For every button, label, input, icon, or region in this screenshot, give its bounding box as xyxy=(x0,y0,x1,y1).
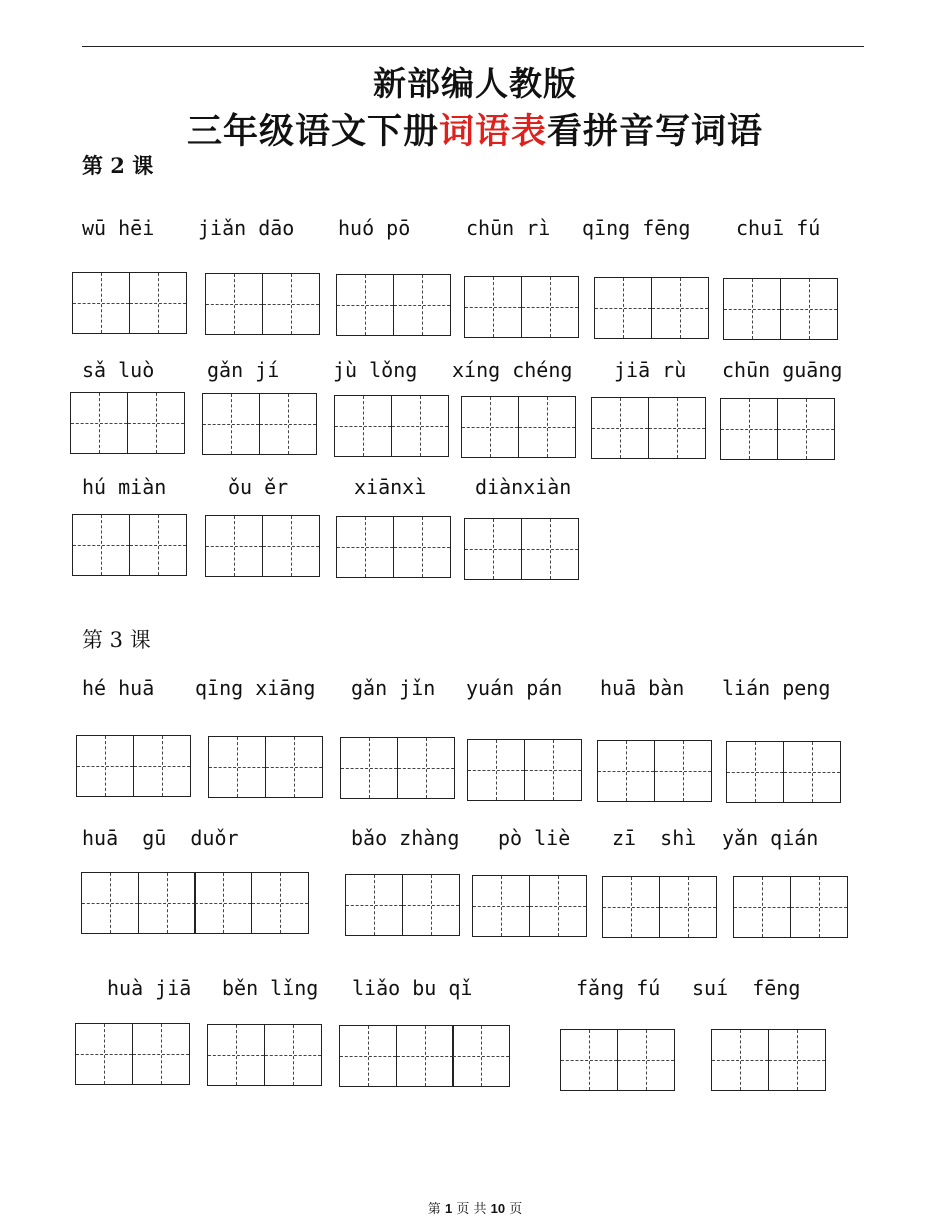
writing-cell[interactable] xyxy=(461,396,519,458)
writing-box[interactable] xyxy=(72,272,187,334)
writing-cell[interactable] xyxy=(264,1024,322,1086)
writing-box[interactable] xyxy=(336,516,451,578)
writing-cell[interactable] xyxy=(720,398,778,460)
footer-middle: 页 共 xyxy=(456,1202,487,1217)
pinyin-label: wū hēi xyxy=(82,216,155,240)
pinyin-label: běn lǐng xyxy=(222,976,319,1000)
writing-cell[interactable] xyxy=(654,740,712,802)
writing-cell[interactable] xyxy=(391,395,449,457)
writing-cell[interactable] xyxy=(336,274,394,336)
pinyin-label: chuī fú xyxy=(736,216,821,240)
pinyin-label: zī shì xyxy=(612,826,697,850)
pinyin-label: diànxiàn xyxy=(475,475,572,499)
pinyin-label: xíng chéng xyxy=(452,358,573,382)
footer-page-number: 1 xyxy=(444,1201,453,1216)
writing-box[interactable] xyxy=(711,1029,826,1091)
writing-cell[interactable] xyxy=(768,1029,826,1091)
writing-cell[interactable] xyxy=(397,737,455,799)
pinyin-label: xiānxì xyxy=(354,475,427,499)
top-divider xyxy=(82,46,864,47)
pinyin-label: sǎ luò xyxy=(82,358,155,382)
writing-cell[interactable] xyxy=(72,272,130,334)
writing-box[interactable] xyxy=(334,395,449,457)
pinyin-label: huà jiā xyxy=(107,976,192,1000)
pinyin-label: fǎng fú xyxy=(576,976,661,1000)
writing-cell[interactable] xyxy=(780,278,838,340)
writing-cell[interactable] xyxy=(76,735,134,797)
pinyin-label: chūn rì xyxy=(466,216,551,240)
subtitle-prefix: 三年级语文下册 xyxy=(186,111,439,152)
pinyin-label: huā gū duǒr xyxy=(82,826,239,850)
writing-box[interactable] xyxy=(340,737,455,799)
pinyin-label: chūn guāng xyxy=(722,358,843,382)
lesson-label: 第 2 课 xyxy=(82,153,154,178)
writing-cell[interactable] xyxy=(262,515,320,577)
pinyin-label: suí fēng xyxy=(692,976,801,1000)
pinyin-label: liǎo bu qǐ xyxy=(352,976,473,1000)
writing-cell[interactable] xyxy=(262,273,320,335)
writing-box[interactable] xyxy=(467,739,582,801)
writing-cell[interactable] xyxy=(783,741,841,803)
writing-cell[interactable] xyxy=(790,876,848,938)
writing-cell[interactable] xyxy=(529,875,587,937)
writing-box[interactable] xyxy=(591,397,706,459)
writing-box[interactable] xyxy=(72,514,187,576)
writing-box[interactable] xyxy=(594,277,709,339)
writing-box[interactable] xyxy=(560,1029,675,1091)
writing-box[interactable] xyxy=(81,872,309,934)
writing-cell[interactable] xyxy=(464,518,522,580)
writing-box[interactable] xyxy=(75,1023,190,1085)
writing-cell[interactable] xyxy=(133,735,191,797)
writing-cell[interactable] xyxy=(345,874,403,936)
writing-cell[interactable] xyxy=(393,274,451,336)
writing-cell[interactable] xyxy=(205,273,263,335)
writing-cell[interactable] xyxy=(402,874,460,936)
writing-box[interactable] xyxy=(602,876,717,938)
writing-cell[interactable] xyxy=(597,740,655,802)
writing-cell[interactable] xyxy=(207,1024,265,1086)
writing-cell[interactable] xyxy=(518,396,576,458)
pinyin-label: ǒu ěr xyxy=(228,475,289,499)
pinyin-label: gǎn jí xyxy=(207,358,280,382)
writing-box[interactable] xyxy=(726,741,841,803)
writing-box[interactable] xyxy=(464,276,579,338)
writing-cell[interactable] xyxy=(75,1023,133,1085)
writing-cell[interactable] xyxy=(733,876,791,938)
pinyin-label: yǎn qián xyxy=(722,826,819,850)
pinyin-label: yuán pán xyxy=(466,676,563,700)
writing-cell[interactable] xyxy=(711,1029,769,1091)
pinyin-label: jiā rù xyxy=(614,358,687,382)
writing-cell[interactable] xyxy=(339,1025,397,1087)
pinyin-label: hú miàn xyxy=(82,475,167,499)
lesson-label: 第 3 课 xyxy=(82,628,151,652)
writing-cell[interactable] xyxy=(208,736,266,798)
pinyin-label: bǎo zhàng xyxy=(351,826,460,850)
writing-cell[interactable] xyxy=(340,737,398,799)
writing-box[interactable] xyxy=(205,515,320,577)
footer-prefix: 第 xyxy=(427,1202,441,1217)
pinyin-label: hé huā xyxy=(82,676,155,700)
writing-box[interactable] xyxy=(208,736,323,798)
writing-cell[interactable] xyxy=(129,514,187,576)
writing-cell[interactable] xyxy=(259,393,317,455)
writing-box[interactable] xyxy=(336,274,451,336)
pinyin-label: pò liè xyxy=(498,826,571,850)
footer-total-pages: 10 xyxy=(490,1201,506,1216)
writing-cell[interactable] xyxy=(70,392,128,454)
writing-box[interactable] xyxy=(339,1025,510,1087)
pinyin-label: huā bàn xyxy=(600,676,685,700)
pinyin-label: jù lǒng xyxy=(333,358,418,382)
writing-cell[interactable] xyxy=(521,276,579,338)
writing-cell[interactable] xyxy=(202,393,260,455)
writing-cell[interactable] xyxy=(138,872,196,934)
writing-cell[interactable] xyxy=(723,278,781,340)
writing-box[interactable] xyxy=(205,273,320,335)
writing-cell[interactable] xyxy=(72,514,130,576)
page-footer xyxy=(0,1198,950,1217)
writing-cell[interactable] xyxy=(393,516,451,578)
writing-box[interactable] xyxy=(472,875,587,937)
writing-box[interactable] xyxy=(720,398,835,460)
writing-cell[interactable] xyxy=(777,398,835,460)
writing-box[interactable] xyxy=(597,740,712,802)
writing-box[interactable] xyxy=(464,518,579,580)
page-subtitle xyxy=(0,104,950,154)
pinyin-label: lián peng xyxy=(722,676,831,700)
page-title: 新部编人教版 xyxy=(373,64,577,103)
pinyin-label: qīng xiāng xyxy=(195,676,316,700)
writing-cell[interactable] xyxy=(591,397,649,459)
pinyin-label: qīng fēng xyxy=(582,216,691,240)
writing-box[interactable] xyxy=(733,876,848,938)
writing-cell[interactable] xyxy=(617,1029,675,1091)
writing-box[interactable] xyxy=(207,1024,322,1086)
writing-cell[interactable] xyxy=(452,1025,510,1087)
writing-box[interactable] xyxy=(70,392,185,454)
writing-cell[interactable] xyxy=(467,739,525,801)
footer-suffix: 页 xyxy=(509,1202,523,1217)
subtitle-suffix: 看拼音写词语 xyxy=(547,111,764,152)
writing-cell[interactable] xyxy=(659,876,717,938)
writing-cell[interactable] xyxy=(648,397,706,459)
writing-cell[interactable] xyxy=(560,1029,618,1091)
writing-cell[interactable] xyxy=(127,392,185,454)
writing-cell[interactable] xyxy=(651,277,709,339)
writing-cell[interactable] xyxy=(472,875,530,937)
writing-cell[interactable] xyxy=(194,872,252,934)
writing-cell[interactable] xyxy=(336,516,394,578)
writing-cell[interactable] xyxy=(521,518,579,580)
writing-cell[interactable] xyxy=(396,1025,454,1087)
writing-box[interactable] xyxy=(461,396,576,458)
writing-box[interactable] xyxy=(345,874,460,936)
writing-cell[interactable] xyxy=(726,741,784,803)
writing-cell[interactable] xyxy=(251,872,309,934)
pinyin-label: jiǎn dāo xyxy=(198,216,295,240)
subtitle-highlight: 词语表 xyxy=(438,111,547,152)
pinyin-label: gǎn jǐn xyxy=(351,676,436,700)
writing-box[interactable] xyxy=(76,735,191,797)
writing-cell[interactable] xyxy=(524,739,582,801)
writing-cell[interactable] xyxy=(334,395,392,457)
writing-box[interactable] xyxy=(202,393,317,455)
writing-cell[interactable] xyxy=(132,1023,190,1085)
writing-cell[interactable] xyxy=(205,515,263,577)
writing-cell[interactable] xyxy=(81,872,139,934)
pinyin-label: huó pō xyxy=(338,216,411,240)
writing-cell[interactable] xyxy=(129,272,187,334)
writing-box[interactable] xyxy=(723,278,838,340)
writing-cell[interactable] xyxy=(602,876,660,938)
writing-cell[interactable] xyxy=(265,736,323,798)
writing-cell[interactable] xyxy=(594,277,652,339)
writing-cell[interactable] xyxy=(464,276,522,338)
